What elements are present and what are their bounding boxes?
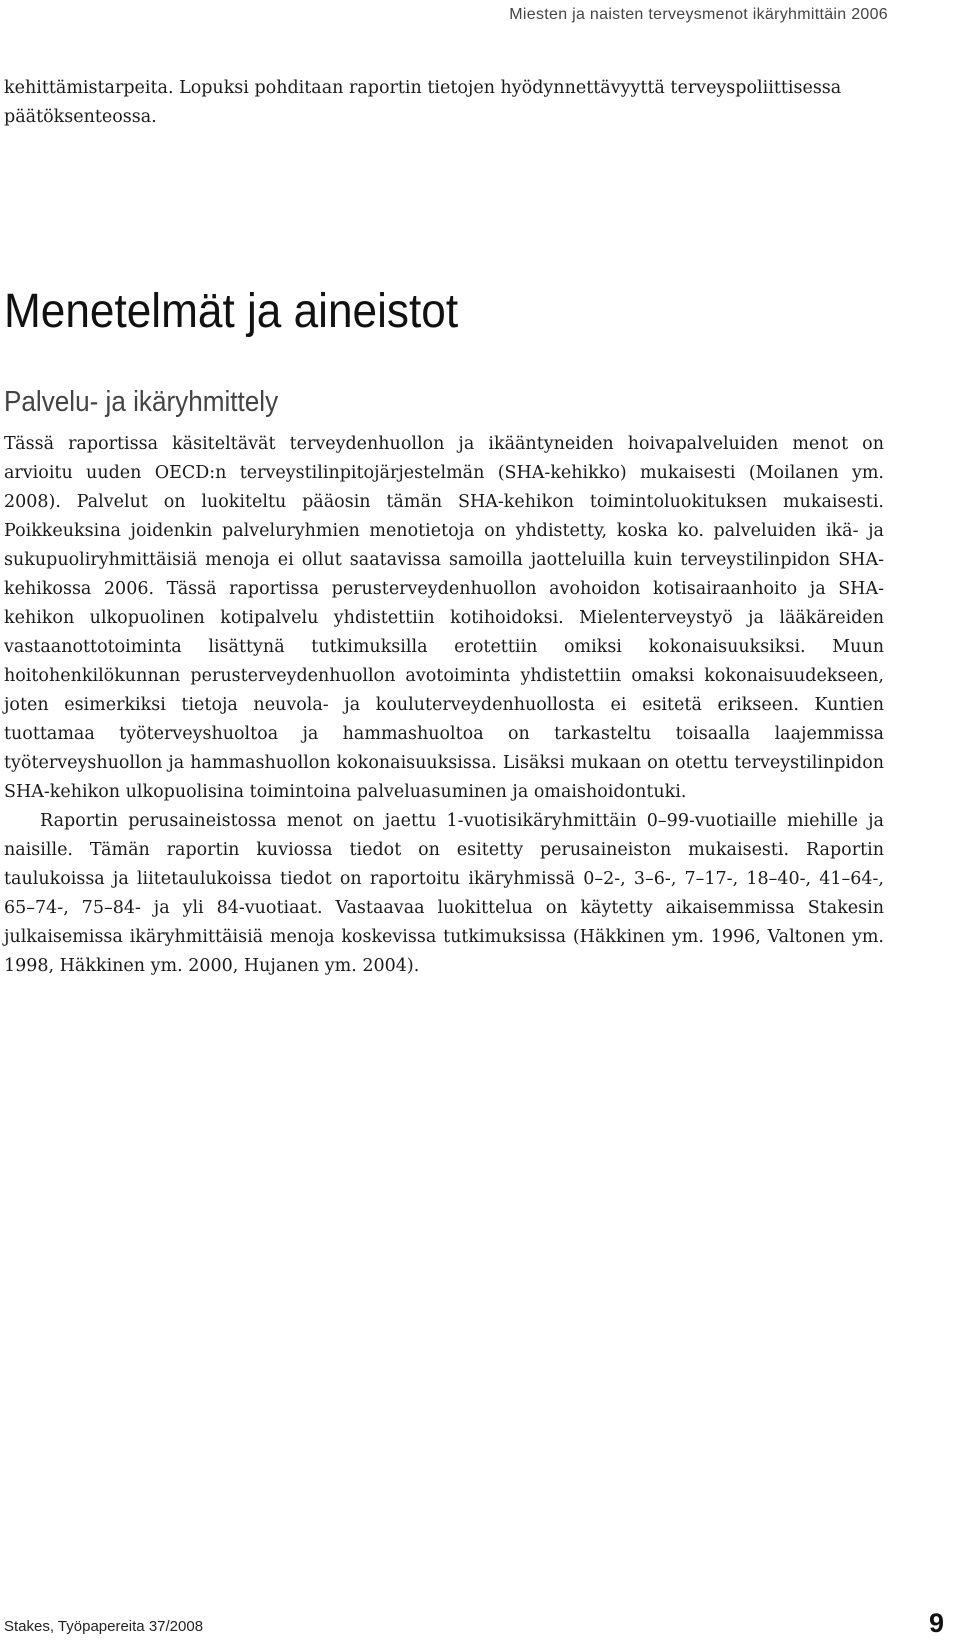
chapter-title: Menetelmät ja aineistot xyxy=(4,285,459,338)
body-paragraph-2: Raportin perusaineistossa menot on jaettu 1-vuotisikäryhmittäin 0–99-vuotiaille miehille ja naisille. Tämän raportin kuviossa tiedot on esitetty perusaineiston mukaisesti. Raportin taulukoissa ja liitetaulukoissa tiedot on raportoitu ikäryhmissä 0–2-, 3–6-, 7–17-, 18–40-, 41–64-, 65–74-, 75–84- ja yli 84-vuotiaat. Vastaavaa luokittelua on käytetty aikaisemmissa Stakesin julkaisemissa ikäryhmittäisiä menoja koskevissa tutkimuksissa (Häkkinen ym. 1996, Valtonen ym. 1998, Häkkinen ym. 2000, Hujanen ym. 2004). xyxy=(4,811,884,976)
page-number: 9 xyxy=(928,1608,944,1638)
footer-source: Stakes, Työpapereita 37/2008 xyxy=(4,1618,204,1635)
body-paragraph-1: Tässä raportissa käsiteltävät terveydenhuollon ja ikääntyneiden hoivapalveluiden menot on arvioitu uuden OECD:n terveystilinpitojärjestelmän (SHA-kehikko) mukaisesti (Moilanen ym. 2008). Palvelut on luokiteltu pääosin tämän SHA-kehikon toimintoluokituksen mukaisesti. Poikkeuksina joidenkin palveluryhmien menotietoja on yhdistetty, koska ko. palveluiden ikä- ja sukupuoliryhmittäisiä menoja ei ollut saatavissa samoilla jaotteluilla kuin terveystilinpidon SHA-kehikossa 2006. Tässä raportissa perusterveydenhuollon avohoidon kotisairaanhoito ja SHA-kehikon ulkopuolinen kotipalvelu yhdistettiin kotihoidoksi. Mielenterveystyö ja lääkäreiden vastaanottotoiminta lisättynä tutkimuksilla erotettiin omiksi kokonaisuuksiksi. Muun hoitohenkilökunnan perusterveydenhuollon avotoiminta yhdistettiin omaksi kokonaisuudekseen, joten esimerkiksi tietoja neuvola- ja kouluterveydenhuollosta ei esitetä erikseen. Kuntien tuottamaa työterveyshuoltoa ja hammashuoltoa on tarkasteltu toisaalla laajemmissa työterveyshuollon ja hammashuollon kokonaisuuksissa. Lisäksi mukaan on otettu terveystilinpidon SHA-kehikon ulkopuolisina toimintoina palveluasuminen ja omaishoidontuki. xyxy=(4,434,884,802)
running-header: Miesten ja naisten terveysmenot ikäryhmittäin 2006 xyxy=(509,6,888,23)
section-body xyxy=(4,430,884,981)
section-title: Palvelu- ja ikäryhmittely xyxy=(4,386,279,418)
intro-paragraph: kehittämistarpeita. Lopuksi pohditaan raportin tietojen hyödynnettävyyttä terveyspoliittisessa päätöksenteossa. xyxy=(4,78,842,127)
